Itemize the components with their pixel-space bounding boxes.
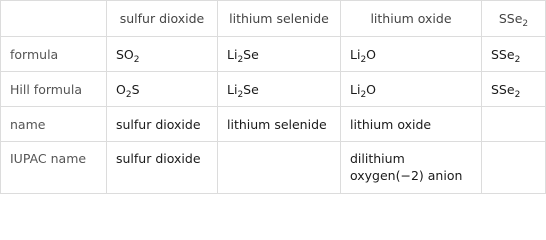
iupac-name-cell: dilithium oxygen(−2) anion: [341, 142, 482, 194]
table-row-formula: [1, 37, 546, 72]
table-row-iupac-name: [1, 142, 546, 194]
row-label: name: [1, 107, 107, 142]
column-header: sulfur dioxide: [107, 1, 218, 37]
hill-formula-cell: $O_2S$: [107, 72, 218, 107]
header-row: [1, 1, 546, 37]
row-label: formula: [1, 37, 107, 72]
column-header: SSe$_2$: [482, 1, 546, 37]
name-cell: lithium selenide: [218, 107, 341, 142]
formula-cell: $SO_2$: [107, 37, 218, 72]
formula-cell: SSe$_2$: [482, 37, 546, 72]
column-header: lithium selenide: [218, 1, 341, 37]
formula-cell: $Li_2O$: [341, 37, 482, 72]
row-label: Hill formula: [1, 72, 107, 107]
table-row-hill-formula: [1, 72, 546, 107]
iupac-name-cell: sulfur dioxide: [107, 142, 218, 194]
iupac-name-cell: [218, 142, 341, 194]
formula-cell: $Li_2Se$: [218, 37, 341, 72]
iupac-name-cell: [482, 142, 546, 194]
hill-formula-cell: $Li_2Se$: [218, 72, 341, 107]
table-row-name: [1, 107, 546, 142]
row-label: IUPAC name: [1, 142, 107, 194]
name-cell: lithium oxide: [341, 107, 482, 142]
name-cell: sulfur dioxide: [107, 107, 218, 142]
corner-cell: [1, 1, 107, 37]
hill-formula-cell: $Li_2O$: [341, 72, 482, 107]
name-cell: [482, 107, 546, 142]
column-header: lithium oxide: [341, 1, 482, 37]
hill-formula-cell: SSe$_2$: [482, 72, 546, 107]
